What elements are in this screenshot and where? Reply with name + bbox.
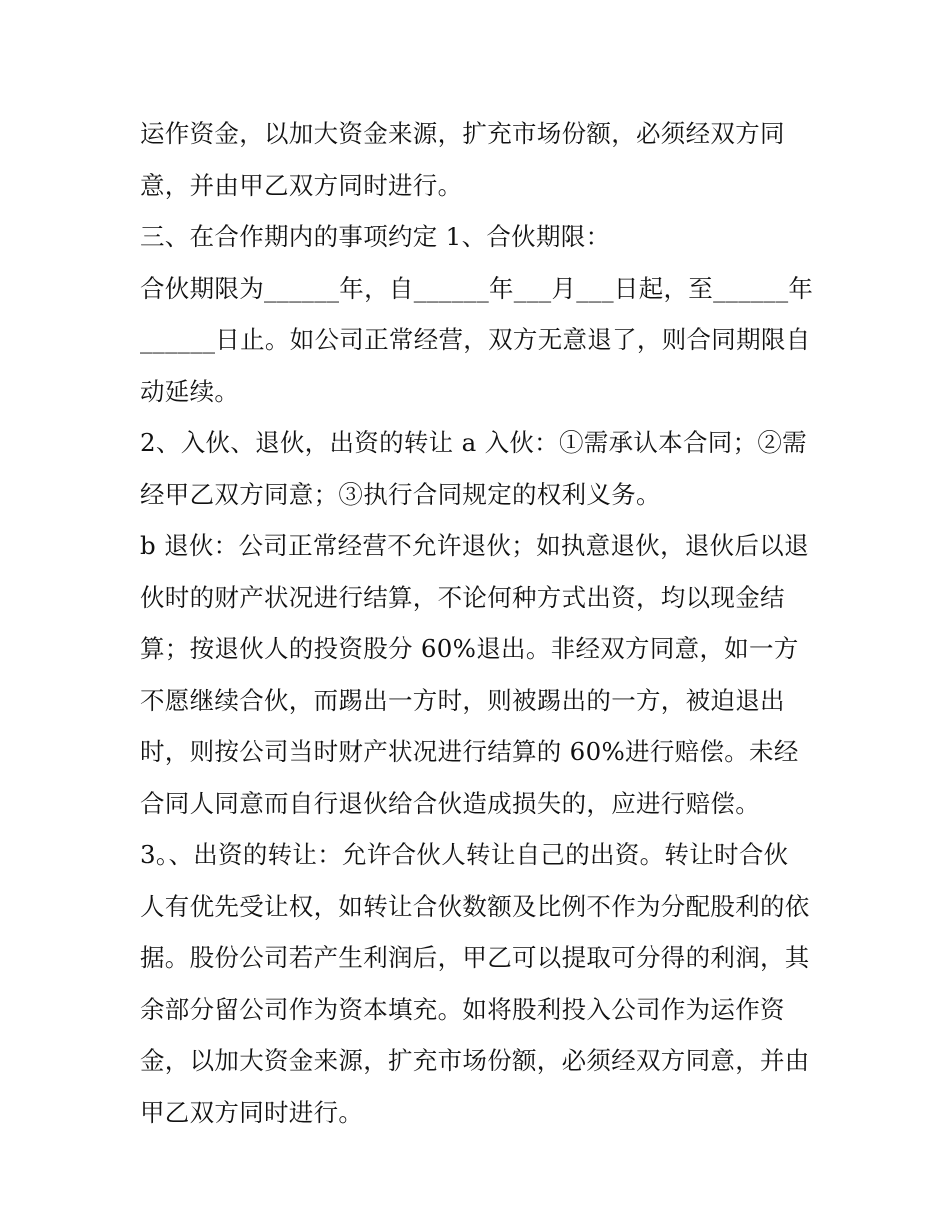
text-line: 余部分留公司作为资本填充。如将股利投入公司作为运作资 xyxy=(140,994,785,1024)
text-line: 2、入伙、退伙，出资的转让 a 入伙：①需承认本合同；②需 xyxy=(140,428,807,457)
text-line: 不愿继续合伙，而踢出一方时，则被踢出的一方，被迫退出 xyxy=(140,685,785,715)
section-heading: 三、在合作期内的事项约定 1、合伙期限： xyxy=(140,222,611,251)
text-line: 运作资金，以加大资金来源，扩充市场份额，必须经双方同 xyxy=(140,119,785,148)
text-line: ______日止。如公司正常经营，双方无意退了，则合同期限自 xyxy=(140,325,811,354)
text-line: 合伙期限为______年，自______年___月___日起，至______年 xyxy=(140,273,814,303)
text-line: 据。股份公司若产生利润后，甲乙可以提取可分得的利润，其 xyxy=(140,943,810,972)
text-line: 动延续。 xyxy=(140,376,240,406)
document-body xyxy=(140,108,820,1138)
text-line: b 退伙：公司正常经营不允许退伙；如执意退伙，退伙后以退 xyxy=(140,531,809,560)
text-line: 时，则按公司当时财产状况进行结算的 60%进行赔偿。未经 xyxy=(140,737,799,766)
text-line: 3。、出资的转让：允许合伙人转让自己的出资。转让时合伙 xyxy=(140,840,789,869)
text-line: 甲乙双方同时进行。 xyxy=(140,1097,364,1127)
text-line: 经甲乙双方同意；③执行合同规定的权利义务。 xyxy=(140,479,661,509)
text-line: 伙时的财产状况进行结算，不论何种方式出资，均以现金结 xyxy=(140,582,785,612)
text-line: 算；按退伙人的投资股分 60%退出。非经双方同意，如一方 xyxy=(140,634,799,663)
text-line: 人有优先受让权，如转让合伙数额及比例不作为分配股利的依 xyxy=(140,891,810,921)
text-line: 合同人同意而自行退伙给合伙造成损失的，应进行赔偿。 xyxy=(140,788,760,818)
text-line: 金，以加大资金来源，扩充市场份额，必须经双方同意，并由 xyxy=(140,1046,810,1075)
text-line: 意，并由甲乙双方同时进行。 xyxy=(140,170,463,200)
